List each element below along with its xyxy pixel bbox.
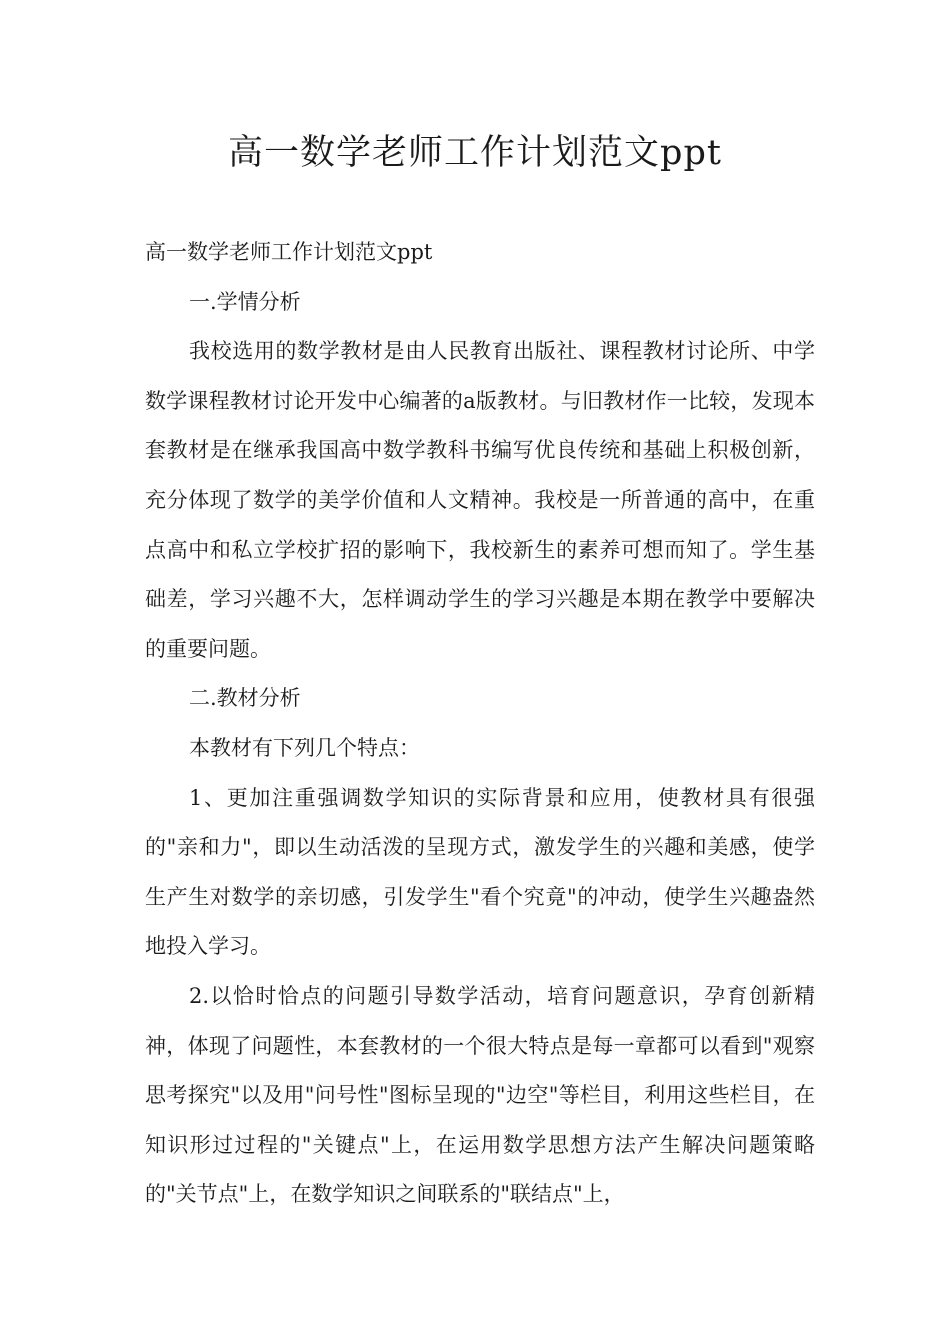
- paragraph-features-intro: 本教材有下列几个特点：: [189, 735, 420, 760]
- paragraph-analysis: 我校选用的数学教材是由人民教育出版社、课程教材讨论所、中学数学课程教材讨论开发中心编著的a版教材。与旧教材作一比较，发现本套教材是在继承我国高中数学教科书编写优良传统和基础上积极创新，充分体现了数学的美学价值和人文精神。我校是一所普通的高中，在重点高中和私立学校扩招的影响下，我校新生的素养可想而知了。学生基础差，学习兴趣不大，怎样调动学生的学习兴趣是本期在教学中要解决的重要问题。: [145, 339, 815, 661]
- section-heading-2: 二.教材分析: [189, 686, 301, 711]
- document-body: [145, 228, 815, 1220]
- document-title: 高一数学老师工作计划范文ppt: [228, 133, 722, 173]
- paragraph-feature-2: 2.以恰时恰点的问题引导数学活动，培育问题意识，孕育创新精神，体现了问题性，本套教材的一个很大特点是每一章都可以看到"观察思考探究"以及用"问号性"图标呈现的"边空"等栏目，利用这些栏目，在知识形过过程的"关键点"上，在运用数学思想方法产生解决问题策略的"关节点"上，在数学知识之间联系的"联结点"上，: [145, 983, 815, 1207]
- paragraph-feature-1: 1、更加注重强调数学知识的实际背景和应用，使教材具有很强的"亲和力"，即以生动活泼的呈现方式，激发学生的兴趣和美感，使学生产生对数学的亲切感，引发学生"看个究竟"的冲动，使学生兴趣盎然地投入学习。: [145, 785, 815, 959]
- section-heading-1: 一.学情分析: [189, 289, 301, 314]
- paragraph-heading: 高一数学老师工作计划范文ppt: [145, 240, 433, 264]
